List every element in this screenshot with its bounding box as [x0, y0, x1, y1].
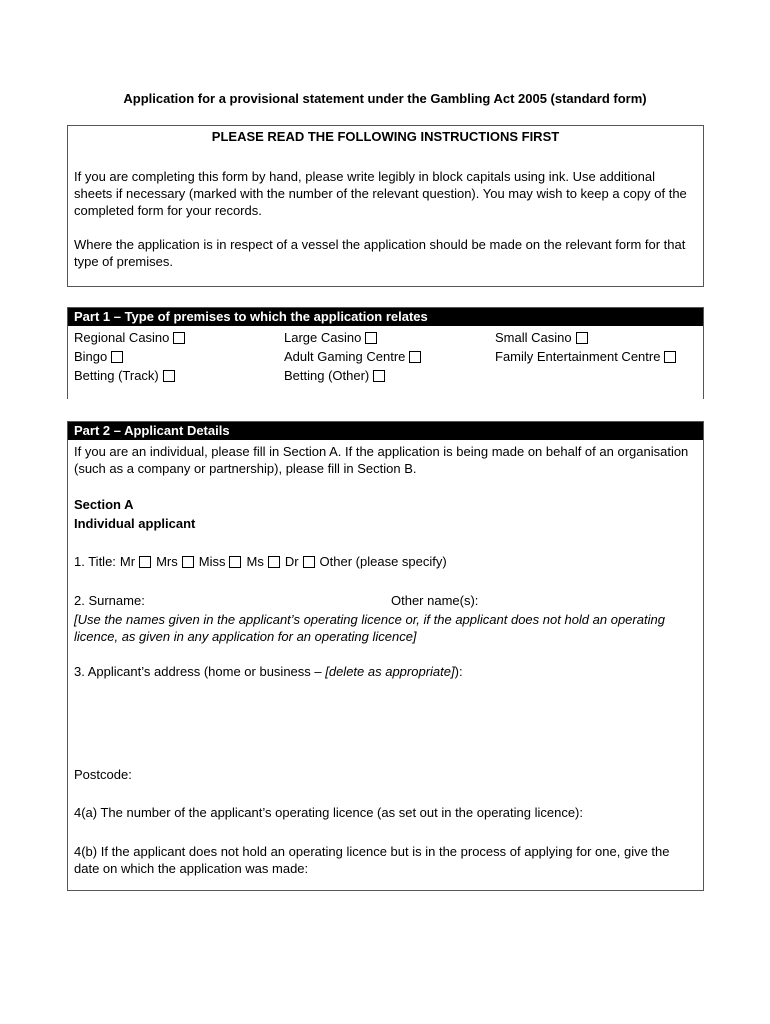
option-label: Ms [246, 554, 264, 569]
checkbox[interactable] [409, 351, 421, 363]
option-label: Adult Gaming Centre [284, 349, 406, 364]
checkbox[interactable] [182, 556, 194, 568]
option-label: Regional Casino [74, 330, 170, 345]
surname-label: 2. Surname: [74, 593, 145, 608]
part2-heading: Part 2 – Applicant Details [68, 422, 703, 440]
checkbox[interactable] [664, 351, 676, 363]
option-label: Mr [119, 554, 136, 569]
option-label: Family Entertainment Centre [495, 349, 661, 364]
address-label [74, 663, 463, 680]
checkbox[interactable] [268, 556, 280, 568]
section-a-subtitle: Individual applicant [74, 516, 196, 531]
option-label: Bingo [74, 349, 108, 364]
part1-section [67, 307, 704, 399]
title-option-mr[interactable] [120, 553, 151, 570]
title-option-other[interactable]: Other (please specify) [319, 554, 447, 569]
document-title: Application for a provisional statement under the Gambling Act 2005 (standard form) [123, 91, 647, 106]
checkbox[interactable] [229, 556, 241, 568]
option-label: Dr [284, 554, 299, 569]
checkbox[interactable] [173, 332, 185, 344]
premises-option-family-entertainment-centre[interactable] [495, 347, 676, 366]
title-option-ms[interactable] [246, 553, 279, 570]
title-question-row [74, 553, 447, 570]
title-question-label: 1. Title: [74, 554, 116, 569]
section-a-label: Section A [74, 497, 134, 512]
instructions-paragraph-2: Where the application is in respect of a vessel the application should be made on the relevant form for that type of premises. [74, 237, 686, 269]
other-names-label: Other name(s): [391, 593, 479, 608]
checkbox[interactable] [365, 332, 377, 344]
part1-heading: Part 1 – Type of premises to which the application relates [68, 308, 703, 326]
checkbox[interactable] [111, 351, 123, 363]
part2-intro: If you are an individual, please fill in Section A. If the application is being made on behalf of an organisation (such as a company or partnership), please fill in Section B. [74, 444, 689, 476]
address-label-note: [delete as appropriate] [325, 664, 455, 679]
option-label: Mrs [156, 554, 178, 569]
title-option-dr[interactable] [285, 553, 315, 570]
instructions-heading: PLEASE READ THE FOLLOWING INSTRUCTIONS FIRST [211, 129, 560, 144]
checkbox[interactable] [373, 370, 385, 382]
title-option-miss[interactable] [199, 553, 242, 570]
address-label-suffix: ): [454, 664, 463, 679]
option-label: Small Casino [495, 330, 572, 345]
checkbox[interactable] [139, 556, 151, 568]
names-note: [Use the names given in the applicant’s operating licence or, if the applicant does not hold an operating licence, as given in any application for an operating licence] [74, 612, 665, 644]
premises-option-small-casino[interactable] [495, 328, 588, 347]
option-label: Betting (Track) [74, 368, 159, 383]
premises-option-betting-track[interactable] [74, 366, 175, 385]
part2-section [67, 421, 704, 891]
option-label: Betting (Other) [284, 368, 370, 383]
instructions-paragraph-1: If you are completing this form by hand, please write legibly in block capitals using ink. Use additional sheets if necessary (marked with the number of the relevant question). You may wish to keep a copy of the completed form for your records. [74, 169, 687, 218]
checkbox[interactable] [576, 332, 588, 344]
option-label: Large Casino [284, 330, 362, 345]
premises-option-bingo[interactable] [74, 347, 123, 366]
operating-licence-number-question: 4(a) The number of the applicant’s operating licence (as set out in the operating licence): [74, 805, 583, 820]
title-option-mrs[interactable] [156, 553, 194, 570]
premises-option-regional-casino[interactable] [74, 328, 185, 347]
premises-option-betting-other[interactable] [284, 366, 385, 385]
postcode-label: Postcode: [74, 767, 132, 782]
operating-licence-application-date-question: 4(b) If the applicant does not hold an operating licence but is in the process of applying for one, give the date on which the application was made: [74, 844, 670, 876]
checkbox[interactable] [303, 556, 315, 568]
checkbox[interactable] [163, 370, 175, 382]
premises-option-large-casino[interactable] [284, 328, 377, 347]
premises-option-adult-gaming-centre[interactable] [284, 347, 421, 366]
option-label: Miss [198, 554, 226, 569]
address-label-text: 3. Applicant’s address (home or business – [74, 664, 326, 679]
instructions-box [67, 125, 704, 287]
